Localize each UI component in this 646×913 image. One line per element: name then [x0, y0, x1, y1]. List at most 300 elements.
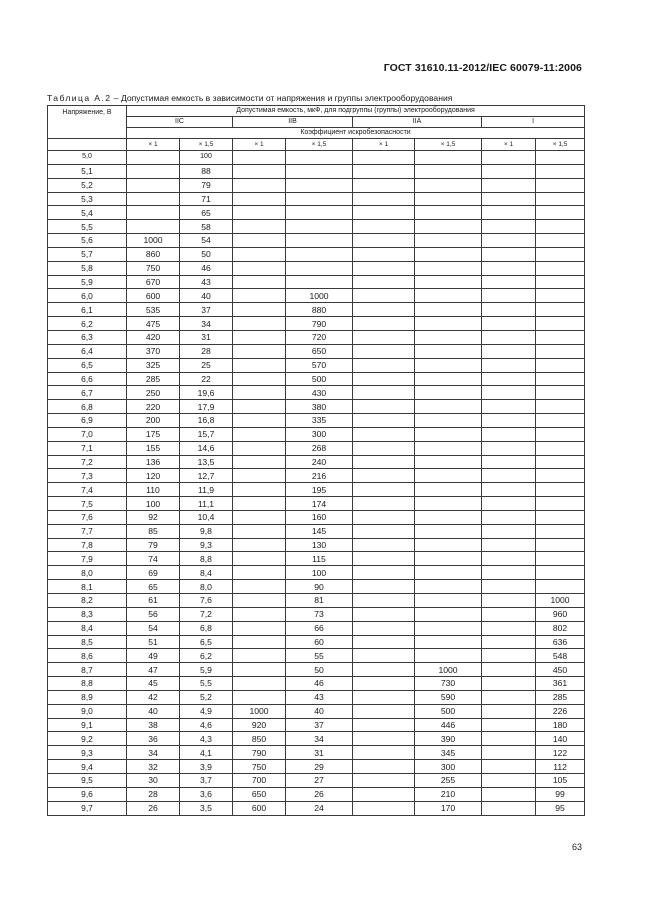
table-row [48, 663, 585, 677]
capacity-cell: 31 [286, 746, 353, 760]
table-row [48, 234, 585, 248]
capacity-cell: 960 [536, 607, 585, 621]
capacity-cell [233, 469, 286, 483]
voltage-cell: 6,4 [48, 344, 127, 358]
group-header-iic: IIC [127, 117, 233, 128]
voltage-cell: 7,4 [48, 483, 127, 497]
table-row [48, 358, 585, 372]
capacity-cell [353, 552, 415, 566]
capacity-cell [353, 594, 415, 608]
voltage-cell: 9,5 [48, 773, 127, 787]
table-row [48, 469, 585, 483]
capacity-cell: 500 [286, 372, 353, 386]
capacity-cell: 65 [180, 206, 233, 220]
capacity-cell [353, 441, 415, 455]
capacity-cell [233, 358, 286, 372]
capacity-cell [415, 178, 482, 192]
capacity-cell [415, 317, 482, 331]
capacity-cell [353, 607, 415, 621]
table-row [48, 635, 585, 649]
capacity-cell: 7,6 [180, 594, 233, 608]
capacity-cell: 34 [286, 732, 353, 746]
capacity-cell [482, 524, 536, 538]
capacity-cell: 5,5 [180, 677, 233, 691]
capacity-cell: 40 [127, 704, 180, 718]
coef-header-cell: × 1,5 [286, 139, 353, 151]
capacity-cell: 802 [536, 621, 585, 635]
voltage-cell: 8,0 [48, 566, 127, 580]
capacity-cell: 26 [127, 801, 180, 815]
voltage-cell: 5,5 [48, 220, 127, 234]
capacity-cell [482, 455, 536, 469]
capacity-cell [482, 261, 536, 275]
capacity-cell [536, 330, 585, 344]
capacity-cell [482, 303, 536, 317]
capacity-cell: 3,6 [180, 787, 233, 801]
capacity-cell [415, 469, 482, 483]
capacity-cell [482, 773, 536, 787]
table-row [48, 386, 585, 400]
capacity-cell: 361 [536, 677, 585, 691]
capacity-cell: 12,7 [180, 469, 233, 483]
capacity-cell: 26 [286, 787, 353, 801]
voltage-column-header: Напряжение, В [48, 106, 127, 139]
capacity-cell: 40 [180, 289, 233, 303]
table-caption-text: – Допустимая емкость в зависимости от напряжения и группы электрооборудования [111, 93, 453, 103]
capacity-cell: 3,9 [180, 760, 233, 774]
capacity-cell [353, 524, 415, 538]
voltage-cell: 6,1 [48, 303, 127, 317]
capacity-cell [482, 178, 536, 192]
capacity-cell [482, 234, 536, 248]
table-row [48, 538, 585, 552]
capacity-cell [353, 303, 415, 317]
capacity-cell: 122 [536, 746, 585, 760]
capacity-cell [233, 192, 286, 206]
capacity-cell [286, 164, 353, 178]
capacity-cell [353, 635, 415, 649]
capacity-cell [415, 358, 482, 372]
capacity-cell: 670 [127, 275, 180, 289]
capacity-cell: 200 [127, 414, 180, 428]
capacity-cell: 4,9 [180, 704, 233, 718]
capacity-cell: 11,9 [180, 483, 233, 497]
capacity-cell [482, 275, 536, 289]
capacity-cell: 100 [286, 566, 353, 580]
capacity-cell: 15,7 [180, 427, 233, 441]
capacity-cell: 1000 [286, 289, 353, 303]
capacity-cell: 6,5 [180, 635, 233, 649]
capacity-cell [286, 261, 353, 275]
capacity-cell [233, 441, 286, 455]
capacity-cell [415, 344, 482, 358]
capacity-cell: 38 [127, 718, 180, 732]
capacity-cell [482, 247, 536, 261]
capacity-cell: 25 [180, 358, 233, 372]
capacity-cell [482, 358, 536, 372]
capacity-cell: 535 [127, 303, 180, 317]
capacity-cell: 700 [233, 773, 286, 787]
voltage-cell: 6,3 [48, 330, 127, 344]
capacity-cell [482, 649, 536, 663]
voltage-cell: 9,7 [48, 801, 127, 815]
capacity-cell: 6,2 [180, 649, 233, 663]
capacity-cell [353, 317, 415, 331]
voltage-cell: 5,9 [48, 275, 127, 289]
capacity-cell [233, 220, 286, 234]
capacity-cell [482, 677, 536, 691]
capacity-cell [233, 483, 286, 497]
voltage-cell: 9,1 [48, 718, 127, 732]
capacity-cell: 11,1 [180, 497, 233, 511]
table-row [48, 455, 585, 469]
capacity-cell: 55 [286, 649, 353, 663]
capacity-cell: 88 [180, 164, 233, 178]
capacity-cell: 590 [415, 690, 482, 704]
capacity-cell [353, 192, 415, 206]
voltage-cell: 7,3 [48, 469, 127, 483]
capacity-cell [415, 427, 482, 441]
capacity-cell [286, 192, 353, 206]
capacity-cell [233, 206, 286, 220]
table-row [48, 400, 585, 414]
capacity-cell: 71 [180, 192, 233, 206]
capacity-cell [482, 760, 536, 774]
capacity-cell [415, 164, 482, 178]
table-row [48, 580, 585, 594]
capacity-cell [482, 330, 536, 344]
capacity-cell [536, 497, 585, 511]
capacity-cell: 335 [286, 414, 353, 428]
capacity-cell [536, 192, 585, 206]
capacity-cell: 49 [127, 649, 180, 663]
capacity-cell [127, 192, 180, 206]
capacity-cell [482, 746, 536, 760]
capacity-cell [353, 344, 415, 358]
coef-header-cell: × 1,5 [180, 139, 233, 151]
capacity-cell: 850 [233, 732, 286, 746]
capacity-cell: 390 [415, 732, 482, 746]
capacity-cell: 10,4 [180, 510, 233, 524]
capacity-cell [233, 566, 286, 580]
capacity-cell [233, 344, 286, 358]
capacity-cell [536, 178, 585, 192]
voltage-cell: 7,7 [48, 524, 127, 538]
capacity-cell [353, 787, 415, 801]
capacity-cell [233, 261, 286, 275]
capacity-cell [233, 663, 286, 677]
capacity-cell [353, 690, 415, 704]
capacity-cell: 370 [127, 344, 180, 358]
voltage-cell: 9,2 [48, 732, 127, 746]
capacity-cell: 750 [233, 760, 286, 774]
capacity-cell [233, 690, 286, 704]
capacity-cell [353, 178, 415, 192]
voltage-cell: 5,6 [48, 234, 127, 248]
capacity-cell [127, 220, 180, 234]
capacity-cell: 79 [180, 178, 233, 192]
capacity-cell: 28 [180, 344, 233, 358]
coefficient-row [48, 139, 585, 151]
voltage-cell: 6,9 [48, 414, 127, 428]
capacity-cell [233, 303, 286, 317]
capacity-cell: 19,6 [180, 386, 233, 400]
capacity-cell: 720 [286, 330, 353, 344]
capacity-cell [286, 234, 353, 248]
coef-header-cell: × 1 [127, 139, 180, 151]
capacity-cell: 37 [286, 718, 353, 732]
capacity-cell: 1000 [536, 594, 585, 608]
capacity-cell [127, 178, 180, 192]
capacity-cell: 36 [127, 732, 180, 746]
table-row [48, 594, 585, 608]
capacity-cell [536, 261, 585, 275]
capacity-cell [353, 663, 415, 677]
capacity-cell [536, 400, 585, 414]
capacity-cell [415, 607, 482, 621]
capacity-cell: 32 [127, 760, 180, 774]
table-row [48, 330, 585, 344]
capacity-cell [353, 400, 415, 414]
capacity-cell: 174 [286, 497, 353, 511]
table-row [48, 206, 585, 220]
capacity-cell: 790 [233, 746, 286, 760]
capacity-cell: 790 [286, 317, 353, 331]
capacity-cell [536, 289, 585, 303]
capacity-cell [233, 552, 286, 566]
voltage-cell: 5,3 [48, 192, 127, 206]
capacity-cell [233, 330, 286, 344]
table-caption-label: Таблица А.2 [47, 93, 112, 103]
capacity-cell: 300 [286, 427, 353, 441]
capacity-cell: 636 [536, 635, 585, 649]
capacity-cell [353, 704, 415, 718]
capacity-cell [415, 483, 482, 497]
capacity-cell [353, 455, 415, 469]
table-row [48, 760, 585, 774]
capacity-cell [482, 594, 536, 608]
capacity-cell: 46 [180, 261, 233, 275]
capacity-cell [482, 497, 536, 511]
capacity-cell [415, 594, 482, 608]
capacity-cell: 1000 [233, 704, 286, 718]
table-row [48, 566, 585, 580]
capacity-cell: 650 [286, 344, 353, 358]
capacity-cell [482, 552, 536, 566]
voltage-cell: 5,8 [48, 261, 127, 275]
capacity-cell: 34 [127, 746, 180, 760]
capacity-cell: 160 [286, 510, 353, 524]
capacity-cell [415, 303, 482, 317]
capacity-cell [415, 400, 482, 414]
capacity-cell: 8,0 [180, 580, 233, 594]
capacity-cell: 16,8 [180, 414, 233, 428]
capacity-cell: 28 [127, 787, 180, 801]
capacity-cell [536, 566, 585, 580]
capacity-cell [415, 552, 482, 566]
capacity-cell: 216 [286, 469, 353, 483]
voltage-cell: 6,2 [48, 317, 127, 331]
capacity-cell [415, 524, 482, 538]
voltage-cell: 9,6 [48, 787, 127, 801]
capacity-cell [353, 261, 415, 275]
capacity-cell: 90 [286, 580, 353, 594]
capacity-cell [233, 538, 286, 552]
coef-header-cell: × 1,5 [415, 139, 482, 151]
capacity-cell [415, 151, 482, 165]
table-row [48, 621, 585, 635]
document-standard-header: ГОСТ 31610.11-2012/IEC 60079-11:2006 [383, 62, 582, 74]
capacity-cell [353, 220, 415, 234]
capacity-cell: 170 [415, 801, 482, 815]
capacity-cell: 66 [286, 621, 353, 635]
capacity-cell [415, 289, 482, 303]
capacity-cell [415, 455, 482, 469]
coef-header-cell: × 1,5 [536, 139, 585, 151]
capacity-cell: 130 [286, 538, 353, 552]
capacity-cell [353, 760, 415, 774]
capacity-cell [536, 427, 585, 441]
voltage-cell: 7,0 [48, 427, 127, 441]
capacity-cell [536, 372, 585, 386]
capacity-cell [482, 372, 536, 386]
capacity-cell: 1000 [127, 234, 180, 248]
capacity-cell: 5,9 [180, 663, 233, 677]
capacity-cell [286, 151, 353, 165]
capacity-cell: 285 [536, 690, 585, 704]
capacity-cell [353, 746, 415, 760]
capacity-cell [536, 220, 585, 234]
capacity-cell [233, 247, 286, 261]
capacity-cell [353, 621, 415, 635]
capacity-cell [482, 566, 536, 580]
capacity-cell [353, 677, 415, 691]
capacity-cell [415, 510, 482, 524]
capacity-cell: 45 [127, 677, 180, 691]
table-row [48, 178, 585, 192]
capacity-cell: 3,5 [180, 801, 233, 815]
capacity-cell [353, 469, 415, 483]
table-row [48, 344, 585, 358]
table-row [48, 497, 585, 511]
capacity-cell [233, 594, 286, 608]
capacity-cell: 155 [127, 441, 180, 455]
voltage-cell: 5,1 [48, 164, 127, 178]
capacity-cell [482, 801, 536, 815]
capacity-cell: 9,3 [180, 538, 233, 552]
capacity-cell: 8,8 [180, 552, 233, 566]
capacity-cell: 600 [127, 289, 180, 303]
capacity-cell [482, 663, 536, 677]
capacity-cell: 31 [180, 330, 233, 344]
capacity-cell [482, 427, 536, 441]
capacity-cell [286, 206, 353, 220]
capacity-cell [536, 441, 585, 455]
capacity-cell: 446 [415, 718, 482, 732]
capacity-cell: 47 [127, 663, 180, 677]
capacity-cell: 42 [127, 690, 180, 704]
table-row [48, 773, 585, 787]
capacity-cell: 650 [233, 787, 286, 801]
capacity-cell [353, 427, 415, 441]
voltage-cell: 6,0 [48, 289, 127, 303]
capacity-cell: 5,2 [180, 690, 233, 704]
capacity-cell [353, 483, 415, 497]
capacity-cell: 37 [180, 303, 233, 317]
capacity-cell: 27 [286, 773, 353, 787]
capacity-cell: 9,8 [180, 524, 233, 538]
capacity-cell [482, 400, 536, 414]
capacity-cell [482, 289, 536, 303]
capacity-cell: 24 [286, 801, 353, 815]
table-header [48, 106, 585, 151]
capacity-cell: 195 [286, 483, 353, 497]
capacity-cell: 430 [286, 386, 353, 400]
capacity-cell [353, 275, 415, 289]
table-row [48, 247, 585, 261]
capacity-cell [482, 386, 536, 400]
capacity-cell [415, 220, 482, 234]
voltage-cell: 7,2 [48, 455, 127, 469]
capacity-cell: 300 [415, 760, 482, 774]
capacity-cell: 58 [180, 220, 233, 234]
capacity-cell: 110 [127, 483, 180, 497]
capacity-cell [233, 400, 286, 414]
capacity-cell [353, 414, 415, 428]
table-row [48, 151, 585, 165]
voltage-coef-cell [48, 139, 127, 151]
capacity-cell: 51 [127, 635, 180, 649]
capacity-cell: 100 [127, 497, 180, 511]
capacity-cell [353, 732, 415, 746]
capacity-cell: 61 [127, 594, 180, 608]
voltage-cell: 6,6 [48, 372, 127, 386]
capacity-cell: 450 [536, 663, 585, 677]
capacity-cell: 60 [286, 635, 353, 649]
capacity-cell [353, 289, 415, 303]
capacity-cell: 4,1 [180, 746, 233, 760]
capacity-cell: 220 [127, 400, 180, 414]
voltage-cell: 8,8 [48, 677, 127, 691]
capacity-cell [353, 773, 415, 787]
capacity-cell [353, 372, 415, 386]
table-row [48, 192, 585, 206]
capacity-cell [482, 580, 536, 594]
group-header-iia: IIA [353, 117, 482, 128]
capacity-cell: 285 [127, 372, 180, 386]
capacity-cell [482, 621, 536, 635]
capacity-cell [233, 151, 286, 165]
capacity-cell [233, 178, 286, 192]
capacity-cell: 50 [286, 663, 353, 677]
capacity-cell [536, 455, 585, 469]
capacity-cell: 380 [286, 400, 353, 414]
capacity-cell: 105 [536, 773, 585, 787]
capacity-cell: 3,7 [180, 773, 233, 787]
capacity-cell [536, 552, 585, 566]
capacity-cell [127, 206, 180, 220]
capacity-cell [536, 580, 585, 594]
table-row [48, 427, 585, 441]
capacity-cell [353, 386, 415, 400]
capacity-cell [233, 275, 286, 289]
capacity-cell [482, 151, 536, 165]
voltage-cell: 8,1 [48, 580, 127, 594]
capacity-cell: 54 [127, 621, 180, 635]
capacity-cell [536, 317, 585, 331]
table-row [48, 220, 585, 234]
capacity-cell [353, 497, 415, 511]
